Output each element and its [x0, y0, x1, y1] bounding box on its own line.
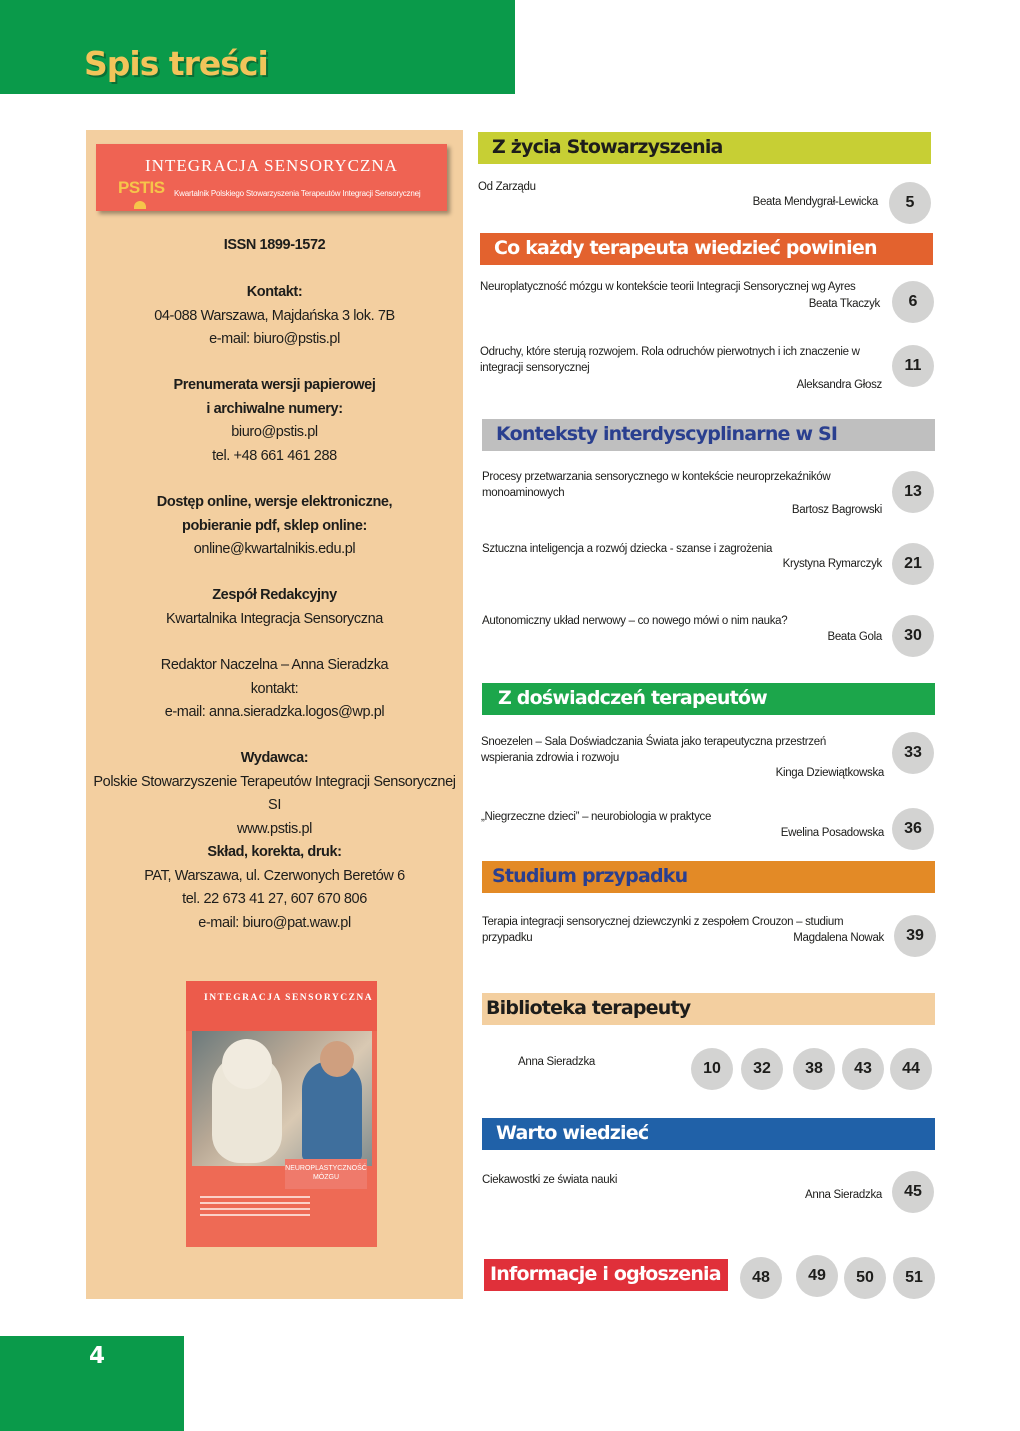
section-informacje-i-ogloszenia — [484, 1259, 728, 1291]
page-number: 44 — [890, 1048, 932, 1090]
zespol-name: Kwartalnika Integracja Sensoryczna — [166, 610, 383, 627]
redaktor-kontakt: kontakt: — [250, 680, 299, 697]
cover-line — [200, 1202, 310, 1204]
page-title: Spis treści — [84, 44, 268, 83]
entry-author: Kinga Dziewiątkowska — [775, 767, 884, 779]
section-co-kazdy-terapeuta — [480, 233, 933, 265]
page-number: 30 — [892, 615, 934, 657]
section-z-doswiadczen-terapeutow — [482, 683, 935, 715]
section-studium-przypadku — [482, 861, 935, 893]
entry-title: „Niegrzeczne dzieci” – neurobiologia w praktyce — [481, 811, 712, 823]
page-number: 6 — [892, 281, 934, 323]
page-number: 10 — [691, 1048, 733, 1090]
dostep-label-2: pobieranie pdf, sklep online: — [182, 517, 367, 534]
dostep-block — [86, 491, 463, 562]
section-title: Biblioteka terapeuty — [486, 997, 691, 1019]
section-title: Informacje i ogłoszenia — [490, 1263, 721, 1285]
redaktor: Redaktor Naczelna – Anna Sieradzka — [160, 657, 389, 673]
dostep-label-1: Dostęp online, wersje elektroniczne, — [156, 494, 393, 510]
section-title: Studium przypadku — [492, 865, 688, 887]
entry-author: Anna Sieradzka — [518, 1056, 595, 1068]
page-number: 43 — [842, 1048, 884, 1090]
cover-line — [200, 1214, 310, 1216]
entry-title: Odruchy, które sterują rozwojem. Rola odruchów pierwotnych i ich znaczenie w integracji sensorycznej — [480, 346, 860, 374]
boy-head-icon — [320, 1041, 354, 1077]
entry-author: Krystyna Rymarczyk — [782, 558, 882, 570]
entry-title: Neuroplatyczność mózgu w kontekście teorii Integracji Sensorycznej wg Ayres — [480, 281, 856, 293]
page-number: 45 — [892, 1171, 934, 1213]
prenumerata-tel: tel. +48 661 461 288 — [212, 447, 337, 464]
dostep-email: online@kwartalnikis.edu.pl — [193, 541, 356, 557]
wydawca-www: www.pstis.pl — [237, 820, 312, 837]
kontakt-label: Kontakt: — [246, 284, 303, 300]
page-number: 49 — [796, 1255, 838, 1297]
teddy-head-icon — [222, 1039, 272, 1089]
entry-author: Magdalena Nowak — [793, 932, 884, 944]
page-number: 38 — [793, 1048, 835, 1090]
entry-title: Snoezelen – Sala Doświadczania Świata jako terapeutyczna przestrzeń wspierania zdrowia i rozwoju — [481, 736, 826, 764]
entry-title: Ciekawostki ze świata nauki — [482, 1174, 618, 1186]
prenumerata-label-1: Prenumerata wersji papierowej — [173, 377, 376, 393]
masthead-title: INTEGRACJA SENSORYCZNA — [145, 156, 398, 175]
section-title: Z doświadczeń terapeutów — [498, 687, 767, 709]
kontakt-block — [86, 281, 463, 352]
entry-author: Ewelina Posadowska — [780, 827, 884, 839]
page-number: 39 — [894, 915, 936, 957]
prenumerata-email: biuro@pstis.pl — [231, 424, 318, 440]
sklad-block — [86, 841, 463, 935]
section-konteksty-interdyscyplinarne — [482, 419, 935, 451]
kontakt-email: e-mail: biuro@pstis.pl — [209, 331, 340, 347]
page-number: 11 — [892, 345, 934, 387]
cover-photo — [192, 1031, 372, 1166]
wydawca-name: Polskie Stowarzyszenie Terapeutów Integracji Sensorycznej SI — [93, 773, 456, 813]
cover-text-lines — [200, 1196, 310, 1220]
pstis-logo: PSTIS — [118, 178, 165, 197]
prenumerata-label-2: i archiwalne numery: — [206, 400, 343, 417]
sklad-tel: tel. 22 673 41 27, 607 670 806 — [182, 891, 367, 907]
page-number: 21 — [892, 543, 934, 585]
redaktor-email: e-mail: anna.sieradzka.logos@wp.pl — [164, 704, 385, 720]
entry-author: Beata Tkaczyk — [808, 298, 880, 310]
masthead-subtitle: Kwartalnik Polskiego Stowarzyszenia Terapeutów Integracji Sensorycznej — [174, 189, 421, 198]
logo-sun-icon — [134, 201, 146, 209]
section-biblioteka-terapeuty — [482, 993, 935, 1025]
journal-cover-image — [186, 981, 377, 1247]
page-number: 51 — [893, 1257, 935, 1299]
section-warto-wiedziec — [482, 1118, 935, 1150]
section-title: Z życia Stowarzyszenia — [492, 136, 723, 158]
entry-author: Bartosz Bagrowski — [791, 504, 882, 516]
prenumerata-block — [86, 374, 463, 468]
footer-page-number: 4 — [89, 1343, 106, 1369]
section-title: Warto wiedzieć — [496, 1122, 649, 1144]
section-title: Co każdy terapeuta wiedzieć powinien — [494, 237, 877, 259]
issn: ISSN 1899-1572 — [223, 237, 326, 253]
entry-title: Procesy przetwarzania sensorycznego w kontekście neuroprzekaźników monoaminowych — [482, 471, 831, 499]
entry-author: Aleksandra Głosz — [796, 379, 882, 391]
kontakt-address: 04-088 Warszawa, Majdańska 3 lok. 7B — [154, 307, 395, 324]
entry-author: Beata Mendygrał-Lewicka — [752, 196, 878, 208]
page-number: 36 — [892, 808, 934, 850]
entry-title: Od Zarządu — [478, 181, 536, 193]
page-number: 32 — [741, 1048, 783, 1090]
cover-line — [200, 1208, 310, 1210]
section-z-zycia-stowarzyszenia — [478, 132, 931, 164]
page-number: 50 — [844, 1257, 886, 1299]
wydawca-block — [86, 747, 463, 841]
entry-title: Terapia integracji sensorycznej dziewczynki z zespołem Crouzon – studium przypadku — [482, 916, 844, 944]
entry-author: Anna Sieradzka — [805, 1189, 882, 1201]
masthead — [96, 144, 447, 211]
section-title: Konteksty interdyscyplinarne w SI — [496, 423, 838, 445]
page-number: 13 — [892, 471, 934, 513]
issn-block — [86, 234, 463, 258]
cover-header — [186, 981, 377, 1031]
sklad-address: PAT, Warszawa, ul. Czerwonych Beretów 6 — [144, 867, 405, 884]
entry-title: Autonomiczny układ nerwowy – co nowego mówi o nim nauka? — [482, 615, 788, 627]
page-number: 33 — [892, 732, 934, 774]
entry-author: Beata Gola — [827, 631, 882, 643]
wydawca-label: Wydawca: — [240, 750, 309, 766]
sklad-label: Skład, korekta, druk: — [207, 844, 342, 860]
sklad-email: e-mail: biuro@pat.waw.pl — [198, 914, 351, 931]
cover-badge: NEUROPLASTYCZNOŚĆ MÓZGU — [285, 1159, 367, 1189]
redaktor-block — [86, 654, 463, 725]
entry-title: Sztuczna inteligencja a rozwój dziecka - szanse i zagrożenia — [482, 543, 773, 555]
zespol-block — [86, 584, 463, 631]
cover-line — [200, 1196, 310, 1198]
page-number: 5 — [889, 182, 931, 224]
page-number: 48 — [740, 1257, 782, 1299]
zespol-label: Zespół Redakcyjny — [212, 587, 337, 603]
cover-title: INTEGRACJA SENSORYCZNA — [204, 993, 374, 1003]
